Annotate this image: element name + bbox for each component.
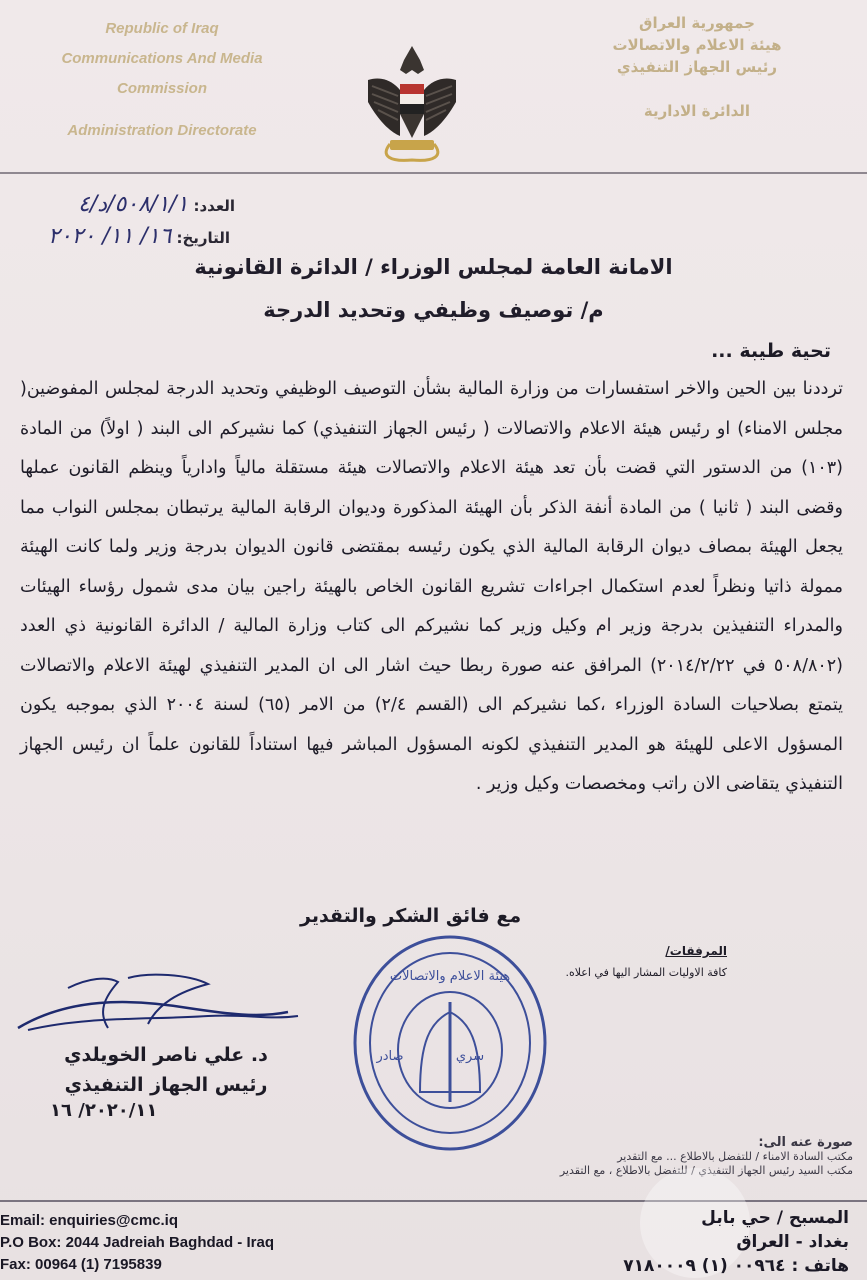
address-line: بغداد - العراق bbox=[736, 1232, 849, 1252]
signature-icon bbox=[8, 968, 308, 1048]
attachments-text: كافة الاوليات المشار اليها في اعلاه. bbox=[565, 966, 727, 979]
body-paragraph: ترددنا بين الحين والاخر استفسارات من وزارة المالية بشأن التوصيف الوظيفي وتحديد الدرجة لمجلس المفوضين( مجلس الامناء) او رئيس هيئة الاعلام والاتصالات ( رئيس الجهاز التنفيذي) كما نشيركم الى البند ( اولاً) من المادة (١٠٣) من الدستور التي قضت بأن تعد هيئة الاعلام والاتصالات هيئة مستقلة مالياً وادارياً وينظم القانون عملها وقضى البند ( ثانيا ) من المادة أنفة الذكر بأن الهيئة المذكورة وديوان الرقابة المالية يرتبطان بمجلس النواب مما يجعل الهيئة بمصاف ديوان الرقابة المالية الذي يكون رئيسه بمقتضى قانون الديوان بدرجة وزير ولما كانت الهيئة ممولة ذاتيا ونظراً لعدم استكمال اجراءات تشريع القانون الخاص بالهيئة راجين بيان مدى شمول رؤساء الهيئات والمدراء التنفيذين بدرجة وزير ام وكيل وزير كما نشيركم الى كتاب وزارة المالية / الدائرة القانونية ذي العدد (٥٠٨/٨٠٢ في ٢٠١٤/٢/٢٢) المرافق عنه صورة ربطا حيث اشار الى ان المدير التنفيذي لهيئة الاعلام والاتصالات يتمتع بصلاحيات السادة الوزراء ،كما نشيركم الى (القسم ٢/٤) من الامر (٦٥) لسنة ٢٠٠٤ الذي بموجبه يكون المسؤول الاعلى للهيئة هو المدير التنفيذي لكونه المسؤول المباشر فيها استناداً للقانون علماً ان رئيس الجهاز التنفيذي يتقاضى الان راتب ومخصصات وكيل وزير . bbox=[20, 379, 844, 794]
letterhead-line: هيئة الاعلام والاتصالات bbox=[612, 36, 782, 54]
address-line: هاتف : ٠٠٩٦٤ (١) ٧١٨٠٠٠٩ bbox=[623, 1256, 849, 1276]
cc-title: صورة عنه الى: bbox=[758, 1135, 853, 1150]
header-divider bbox=[0, 172, 867, 174]
letterhead-english bbox=[12, 14, 312, 146]
signature-block bbox=[16, 1040, 316, 1100]
letterhead-arabic bbox=[567, 12, 827, 122]
subject: م/ توصيف وظيفي وتحديد الدرجة bbox=[263, 298, 604, 322]
letterhead-line: Republic of Iraq bbox=[105, 20, 219, 37]
date-label: التاريخ: bbox=[176, 229, 231, 247]
letterhead-line: Commission bbox=[116, 80, 207, 97]
closing: مع فائق الشكر والتقدير bbox=[300, 905, 522, 927]
iraq-emblem-icon bbox=[360, 40, 464, 170]
letterhead-line: رئيس الجهاز التنفيذي bbox=[616, 58, 778, 76]
cc-item: مكتب السيد رئيس الجهاز التنفيذي / للتفضل بالاطلاع ، مع التقدير bbox=[559, 1164, 853, 1177]
letterhead-line: جمهورية العراق bbox=[639, 14, 755, 32]
letter-body bbox=[20, 370, 843, 805]
signer-name: د. علي ناصر الخويلدي bbox=[64, 1044, 268, 1066]
reference-date bbox=[48, 224, 230, 249]
signer-title: رئيس الجهاز التنفيذي bbox=[64, 1074, 268, 1096]
number-value: ٥٠٨/١/١/د/٤ bbox=[78, 192, 189, 217]
signature-date: ٢٠٢٠/١١/ ١٦ bbox=[50, 1100, 158, 1121]
reference-number bbox=[78, 192, 235, 217]
letterhead-department: الدائرة الادارية bbox=[643, 102, 751, 120]
stamp-label-secret: سري bbox=[455, 1049, 485, 1064]
stamp-ring-text: هيئة الاعلام والاتصالات bbox=[389, 969, 511, 984]
cc-item: مكتب السادة الامناء / للتفضل بالاطلاع ... مع التقدير bbox=[617, 1150, 853, 1163]
footer-fax: Fax: 00964 (1) 7195839 bbox=[0, 1256, 162, 1273]
letterhead-line: Communications And Media bbox=[61, 50, 263, 67]
greeting: تحية طيبة ... bbox=[711, 340, 831, 362]
date-value: ١٦/ ١١/ ٢٠٢٠ bbox=[48, 224, 172, 249]
stamp-label-outgoing: صادر bbox=[376, 1049, 404, 1064]
letterhead-directorate: Administration Directorate bbox=[67, 122, 257, 139]
recipient: الامانة العامة لمجلس الوزراء / الدائرة القانونية bbox=[194, 255, 673, 279]
address-line: المسبح / حي بابل bbox=[701, 1208, 849, 1228]
footer-contact bbox=[0, 1210, 274, 1276]
official-stamp-icon bbox=[350, 932, 550, 1154]
number-label: العدد: bbox=[193, 197, 236, 215]
footer-email: Email: enquiries@cmc.iq bbox=[0, 1212, 179, 1229]
footer-pobox: P.O Box: 2044 Jadreiah Baghdad - Iraq bbox=[0, 1234, 274, 1251]
copies-to bbox=[413, 1136, 853, 1178]
attachments-title: المرفقات/ bbox=[665, 944, 727, 958]
footer-address bbox=[623, 1206, 849, 1278]
